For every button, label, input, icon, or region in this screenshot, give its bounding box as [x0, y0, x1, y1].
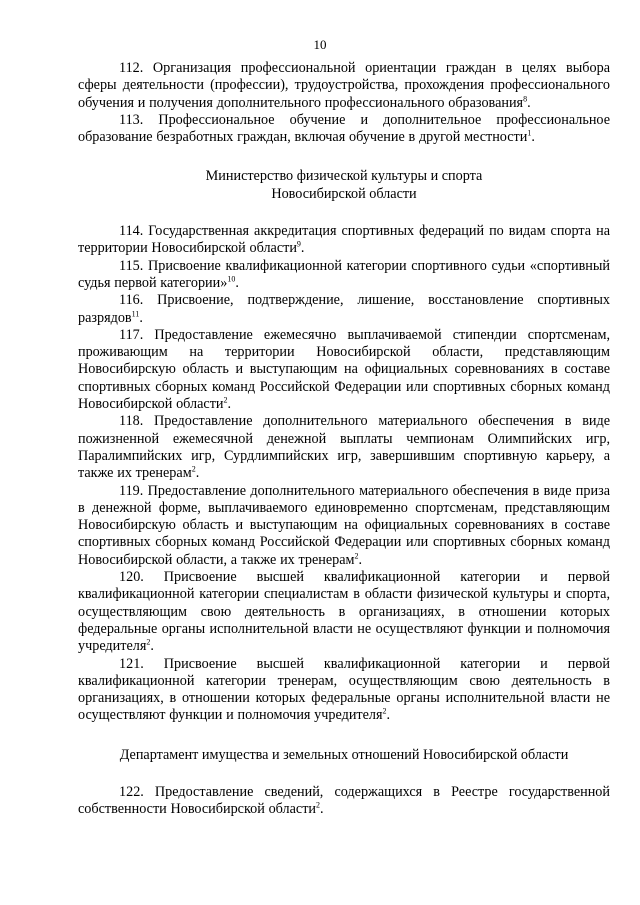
heading-line: Новосибирской области [271, 185, 417, 202]
footnote-ref: 2 [354, 550, 359, 560]
list-item-116: 116. Присвоение, подтверждение, лишение, восстановление спортивных разрядов$^{11}$. [78, 292, 610, 326]
list-item-122: 122. Предоставление сведений, содержащихся в Реестре государственной собственности Новосибирской области$^2$. [78, 783, 610, 818]
footnote-ref: 2 [382, 706, 387, 716]
footnote-ref: 1 [527, 128, 532, 138]
list-item-112: 112. Организация профессиональной ориентации граждан в целях выбора сферы деятельности (профессии), трудоустройства, прохождения профессионального обучения и получения дополнительного профессионального образования$^8$. [78, 60, 610, 111]
section-heading-property-department [78, 747, 610, 764]
footnote-ref: 2 [223, 395, 228, 405]
list-item-120: 120. Присвоение высшей квалификационной категории и первой квалификационной категории специалистам в области физической культуры и спорта, осуществляющим свою деятельность в организациях, в отношении которых федеральные органы исполнительной власти не осуществляют функции и полномочия учредителя$^2$. [78, 569, 610, 655]
footnote-ref: 10 [227, 274, 236, 284]
list-item-117: 117. Предоставление ежемесячно выплачиваемой стипендии спортсменам, проживающим на территории Новосибирской области, представляющим Новосибирскую область и выступающим на официальных соревнованиях в составе спортивных сборных команд Российской Федерации или спортивных сборных команд Новосибирской области$^2$. [78, 326, 610, 413]
page-number: 10 [313, 37, 327, 52]
footnote-ref: 9 [296, 239, 301, 249]
document-body [78, 60, 610, 819]
section-heading-sport-ministry [78, 168, 610, 203]
list-item-118: 118. Предоставление дополнительного материального обеспечения в виде пожизненной ежемесячной денежной выплаты чемпионам Олимпийских игр, Паралимпийских игр, Сурдлимпийских игр, завершившим спортивную карьеру, а также их тренерам$^2$. [78, 413, 610, 482]
footnote-ref: 8 [523, 93, 528, 103]
list-item-113: 113. Профессиональное обучение и дополнительное профессиональное образование безработных граждан, включая обучение в другой местности$^1$. [78, 111, 610, 146]
footnote-ref: 2 [146, 637, 151, 647]
footnote-ref: 2 [316, 800, 320, 810]
list-item-119: 119. Предоставление дополнительного материального обеспечения в виде приза в денежной форме, выплачиваемого единовременно спортсменам, представляющим Новосибирскую область и выступающим на официальных соревнованиях в составе спортивных сборных команд Российской Федерации или спортивных сборных команд Новосибирской области, а также их тренерам$^2$. [78, 482, 610, 568]
list-item-121: 121. Присвоение высшей квалификационной категории и первой квалификационной категории тренерам, осуществляющим свою деятельность в организациях, в отношении которых федеральные органы исполнительной власти не осуществляют функции и полномочия учредителя$^2$. [78, 655, 610, 724]
heading-line: Министерство физической культуры и спорта [205, 168, 483, 185]
heading-line: Департамент имущества и земельных отношений Новосибирской области [119, 746, 569, 763]
list-item-115: 115. Присвоение квалификационной категории спортивного судьи «спортивный судья первой категории»$^{10}$. [78, 257, 610, 291]
footnote-ref: 11 [131, 308, 140, 318]
footnote-ref: 2 [191, 464, 196, 474]
list-item-114: 114. Государственная аккредитация спортивных федераций по видам спорта на территории Новосибирской области$^9$. [78, 223, 610, 257]
